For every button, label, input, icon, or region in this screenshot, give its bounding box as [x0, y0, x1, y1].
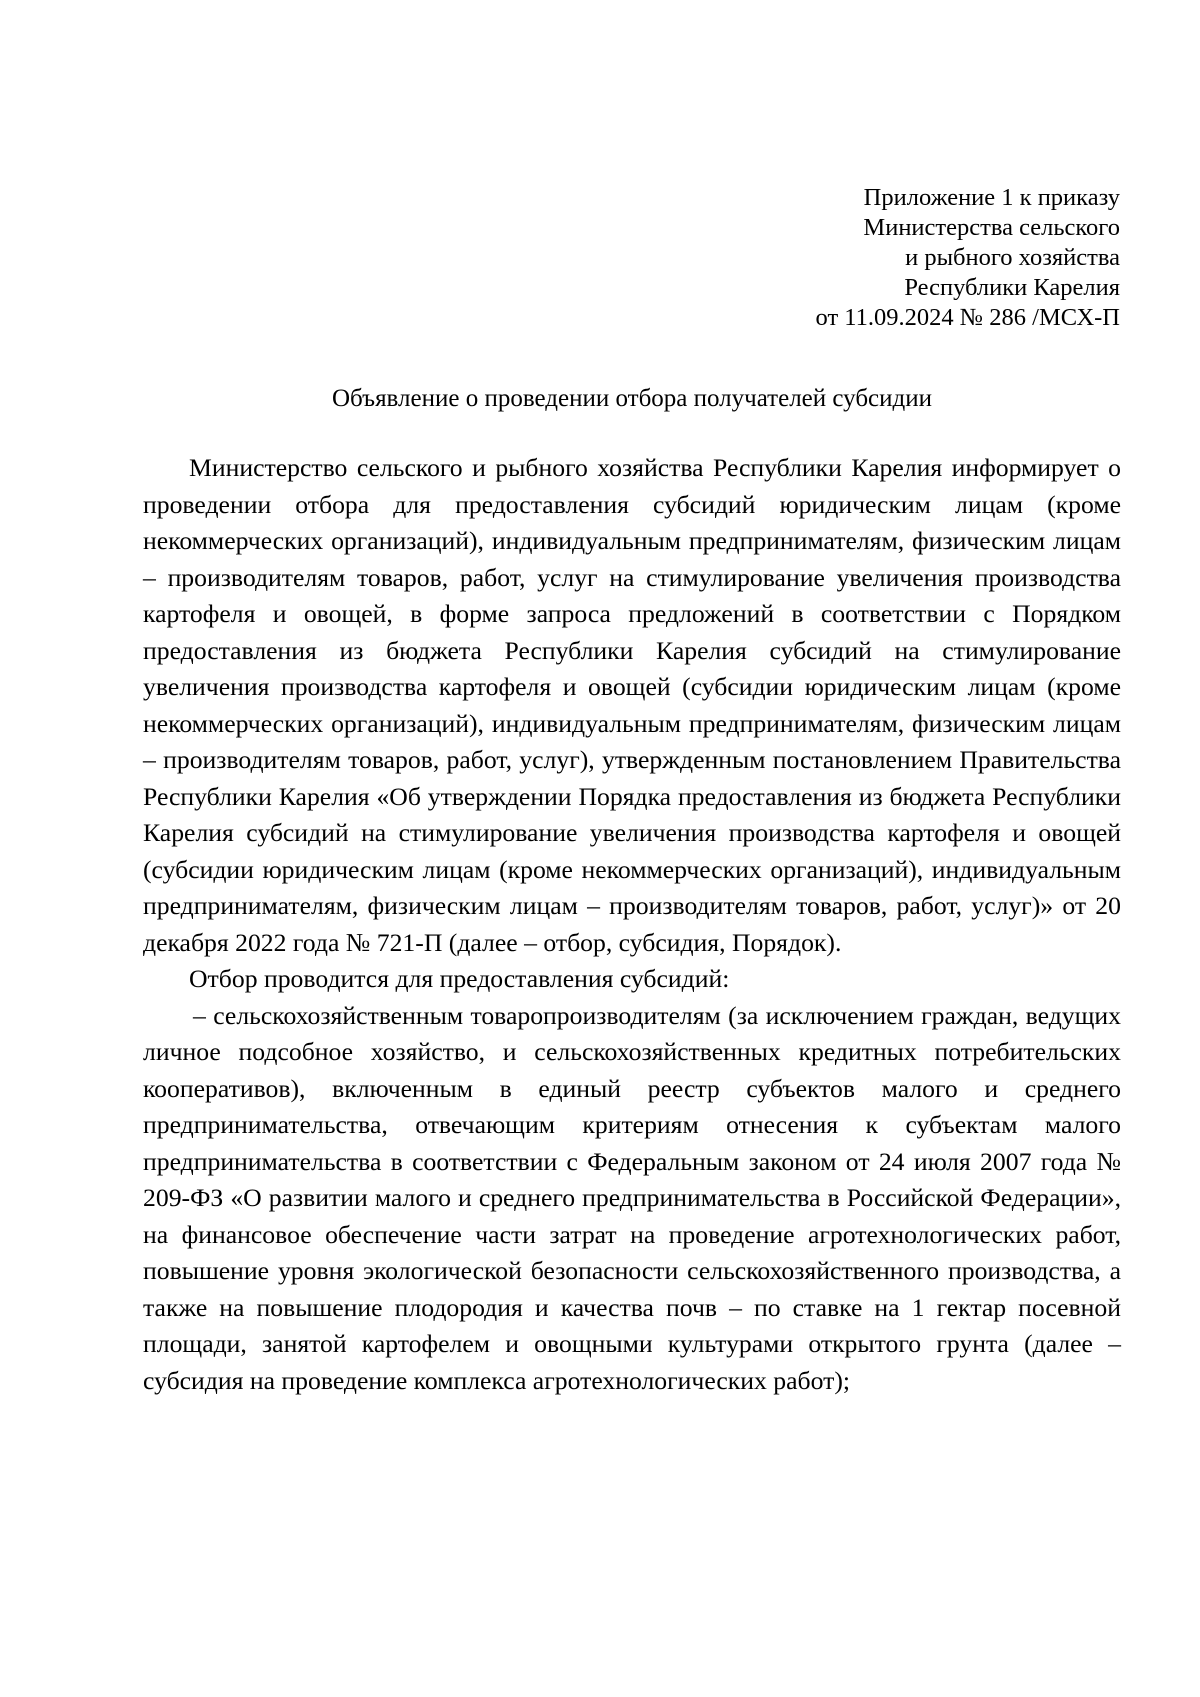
body-paragraph: Отбор проводится для предоставления субсидий:: [189, 964, 730, 993]
header-line: Приложение 1 к приказу: [863, 184, 1120, 211]
header-line: Республики Карелия: [904, 274, 1120, 301]
document-body: [143, 450, 1121, 1399]
body-paragraph: Министерство сельского и рыбного хозяйства Республики Карелия информирует о проведении отбора для предоставления субсидий юридическим лицам (кроме некоммерческих организаций), индивидуальным предпринимателям, физическим лицам – производителям товаров, работ, услуг на стимулирование увеличения производства картофеля и овощей, в форме запроса предложений в соответствии с Порядком предоставления из бюджета Республики Карелия субсидий на стимулирование увеличения производства картофеля и овощей (субсидии юридическим лицам (кроме некоммерческих организаций), индивидуальным предпринимателям, физическим лицам – производителям товаров, работ, услуг), утвержденным постановлением Правительства Республики Карелия «Об утверждении Порядка предоставления из бюджета Республики Карелия субсидий на стимулирование увеличения производства картофеля и овощей (субсидии юридическим лицам (кроме некоммерческих организаций), индивидуальным предпринимателям, физическим лицам – производителям товаров, работ, услуг)» от 20 декабря 2022 года № 721-П (далее – отбор, субсидия, Порядок).: [143, 453, 1121, 957]
header-line: и рыбного хозяйства: [905, 244, 1120, 271]
document-title: Объявление о проведении отбора получателей субсидии: [331, 385, 933, 412]
header-line: от 11.09.2024 № 286 /МСХ-П: [815, 304, 1120, 331]
appendix-header: [700, 183, 1120, 333]
list-item: – сельскохозяйственным товаропроизводителям (за исключением граждан, ведущих личное подсобное хозяйство, и сельскохозяйственных кредитных потребительских кооперативов), включенным в единый реестр субъектов малого и среднего предпринимательства, отвечающим критериям отнесения к субъектам малого предпринимательства в соответствии с Федеральным законом от 24 июля 2007 года № 209-ФЗ «О развитии малого и среднего предпринимательства в Российской Федерации», на финансовое обеспечение части затрат на проведение агротехнологических работ, повышение уровня экологической безопасности сельскохозяйственного производства, а также на повышение плодородия и качества почв – по ставке на 1 гектар посевной площади, занятой картофелем и овощными культурами открытого грунта (далее – субсидия на проведение комплекса агротехнологических работ);: [143, 1000, 1121, 1395]
header-line: Министерства сельского: [863, 214, 1120, 241]
